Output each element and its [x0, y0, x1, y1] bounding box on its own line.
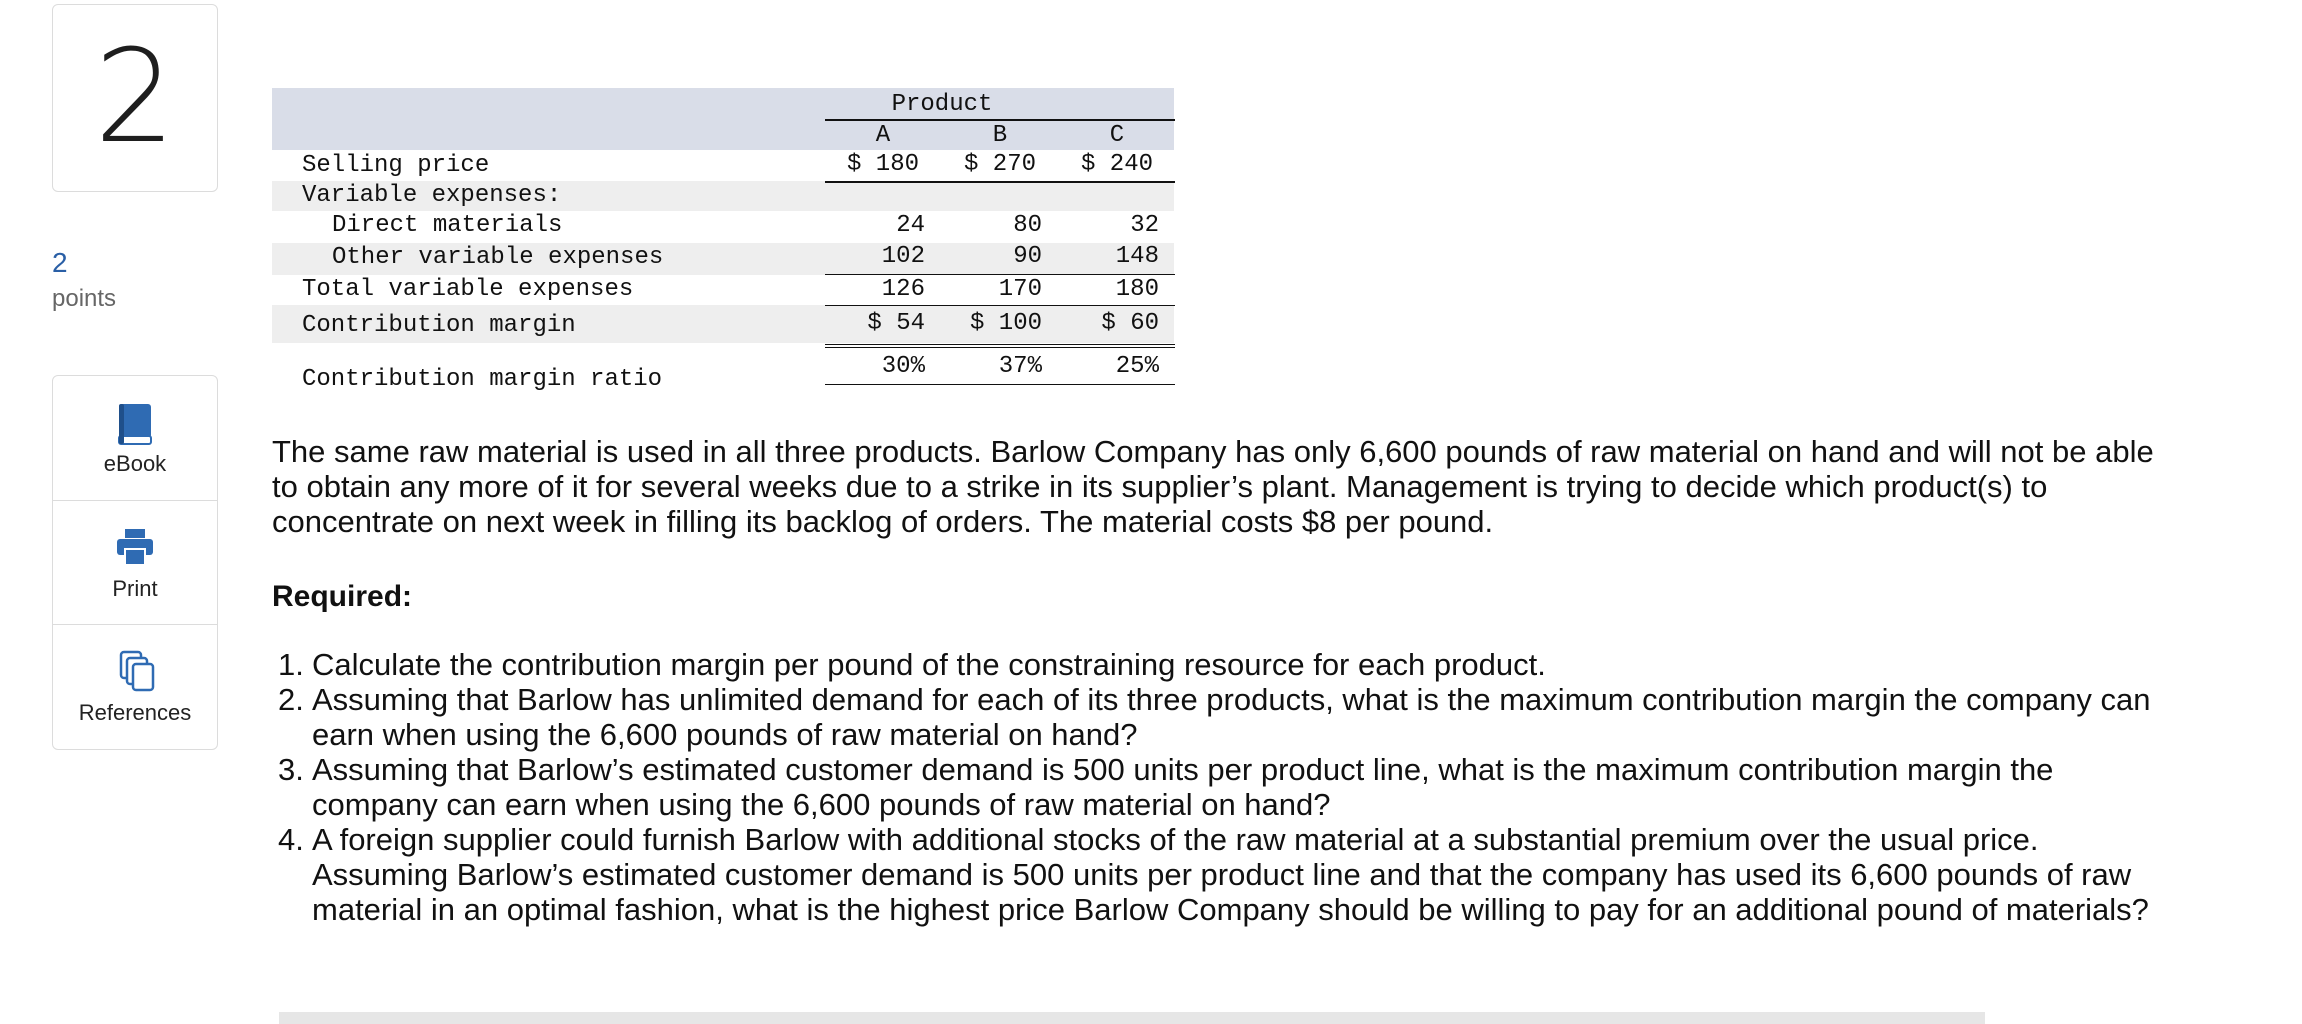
printer-icon [115, 525, 155, 569]
cell-c: 148 [1115, 243, 1159, 270]
ebook-button[interactable] [53, 376, 217, 500]
cell-a: 102 [881, 243, 925, 270]
cell-a: $ 180 [846, 151, 919, 178]
copy-pages-icon [115, 649, 155, 693]
list-item [272, 647, 2172, 682]
answer-area-top-edge [279, 1012, 1985, 1024]
item-text: Assuming that Barlow’s estimated customer demand is 500 units per product line, what is the maximum contribution margin the company can earn when using the 6,600 pounds of raw material on hand? [312, 752, 2054, 822]
product-header: Product [891, 91, 993, 118]
cell-b: $ 270 [963, 151, 1036, 178]
cell-a: $ 54 [867, 310, 925, 337]
points-label: points [52, 285, 117, 312]
item-number: 1. [278, 647, 304, 682]
ratio-rule [825, 384, 1175, 385]
question-number: 2 [94, 23, 176, 172]
book-icon [115, 402, 155, 446]
list-item [272, 682, 2172, 752]
cell-a: 24 [896, 212, 925, 239]
row-label-other-variable-expenses: Other variable expenses [332, 244, 664, 271]
margin-double-rule [825, 344, 1175, 348]
print-button[interactable] [53, 500, 217, 625]
cell-c: 32 [1130, 212, 1159, 239]
cell-b: 37% [998, 353, 1042, 380]
references-button[interactable] [53, 624, 217, 749]
column-header-c: C [1109, 122, 1125, 149]
tools-panel [52, 375, 218, 750]
row-label-variable-expenses: Variable expenses: [302, 182, 562, 209]
cell-c: 25% [1115, 353, 1159, 380]
requirements-list [272, 647, 2172, 927]
cell-c: 180 [1115, 276, 1159, 303]
cell-a: 30% [881, 353, 925, 380]
ebook-label: eBook [103, 451, 167, 476]
column-header-b: B [992, 122, 1008, 149]
row-label-direct-materials: Direct materials [332, 212, 563, 239]
row-label-contribution-margin-ratio: Contribution margin ratio [302, 366, 663, 393]
item-text: Calculate the contribution margin per pound of the constraining resource for each product. [312, 647, 1546, 682]
item-number: 4. [278, 822, 304, 857]
list-item [272, 752, 2172, 822]
expenses-rule [825, 274, 1175, 275]
selling-price-rule [825, 181, 1175, 183]
cell-b: 170 [998, 276, 1042, 303]
total-rule [825, 305, 1175, 306]
row-label-contribution-margin: Contribution margin [302, 312, 576, 339]
references-label: References [78, 700, 192, 725]
problem-paragraph: The same raw material is used in all three products. Barlow Company has only 6,600 pounds of raw material on hand and will not be able to obtain any more of it for several weeks due to a strike in its supplier’s plant. Management is trying to decide which product(s) to concentrate on next week in filling its backlog of orders. The material costs $8 per pound. [272, 434, 2154, 539]
header-rule [825, 119, 1175, 121]
required-heading: Required: [272, 580, 413, 613]
item-number: 2. [278, 682, 304, 717]
item-text: A foreign supplier could furnish Barlow with additional stocks of the raw material at a substantial premium over the usual price. Assuming Barlow’s estimated customer demand is 500 units per product line and that the company has used its 6,600 pounds of raw material in an optimal fashion, what is the highest price Barlow Company should be willing to pay for an additional pound of materials? [312, 822, 2149, 927]
print-label: Print [112, 576, 158, 601]
cell-b: 80 [1013, 212, 1042, 239]
row-label-selling-price: Selling price [302, 152, 490, 179]
row-label-total-variable-expenses: Total variable expenses [302, 276, 634, 303]
question-number-box [52, 4, 218, 192]
cell-a: 126 [881, 276, 925, 303]
cell-c: $ 60 [1101, 310, 1159, 337]
item-text: Assuming that Barlow has unlimited demand for each of its three products, what is the maximum contribution margin the company can earn when using the 6,600 pounds of raw material on hand? [312, 682, 2151, 752]
list-item [272, 822, 2172, 927]
cell-b: 90 [1013, 243, 1042, 270]
cell-c: $ 240 [1080, 151, 1153, 178]
column-header-a: A [875, 122, 891, 149]
cell-b: $ 100 [969, 310, 1042, 337]
points-value: 2 [52, 247, 68, 278]
item-number: 3. [278, 752, 304, 787]
